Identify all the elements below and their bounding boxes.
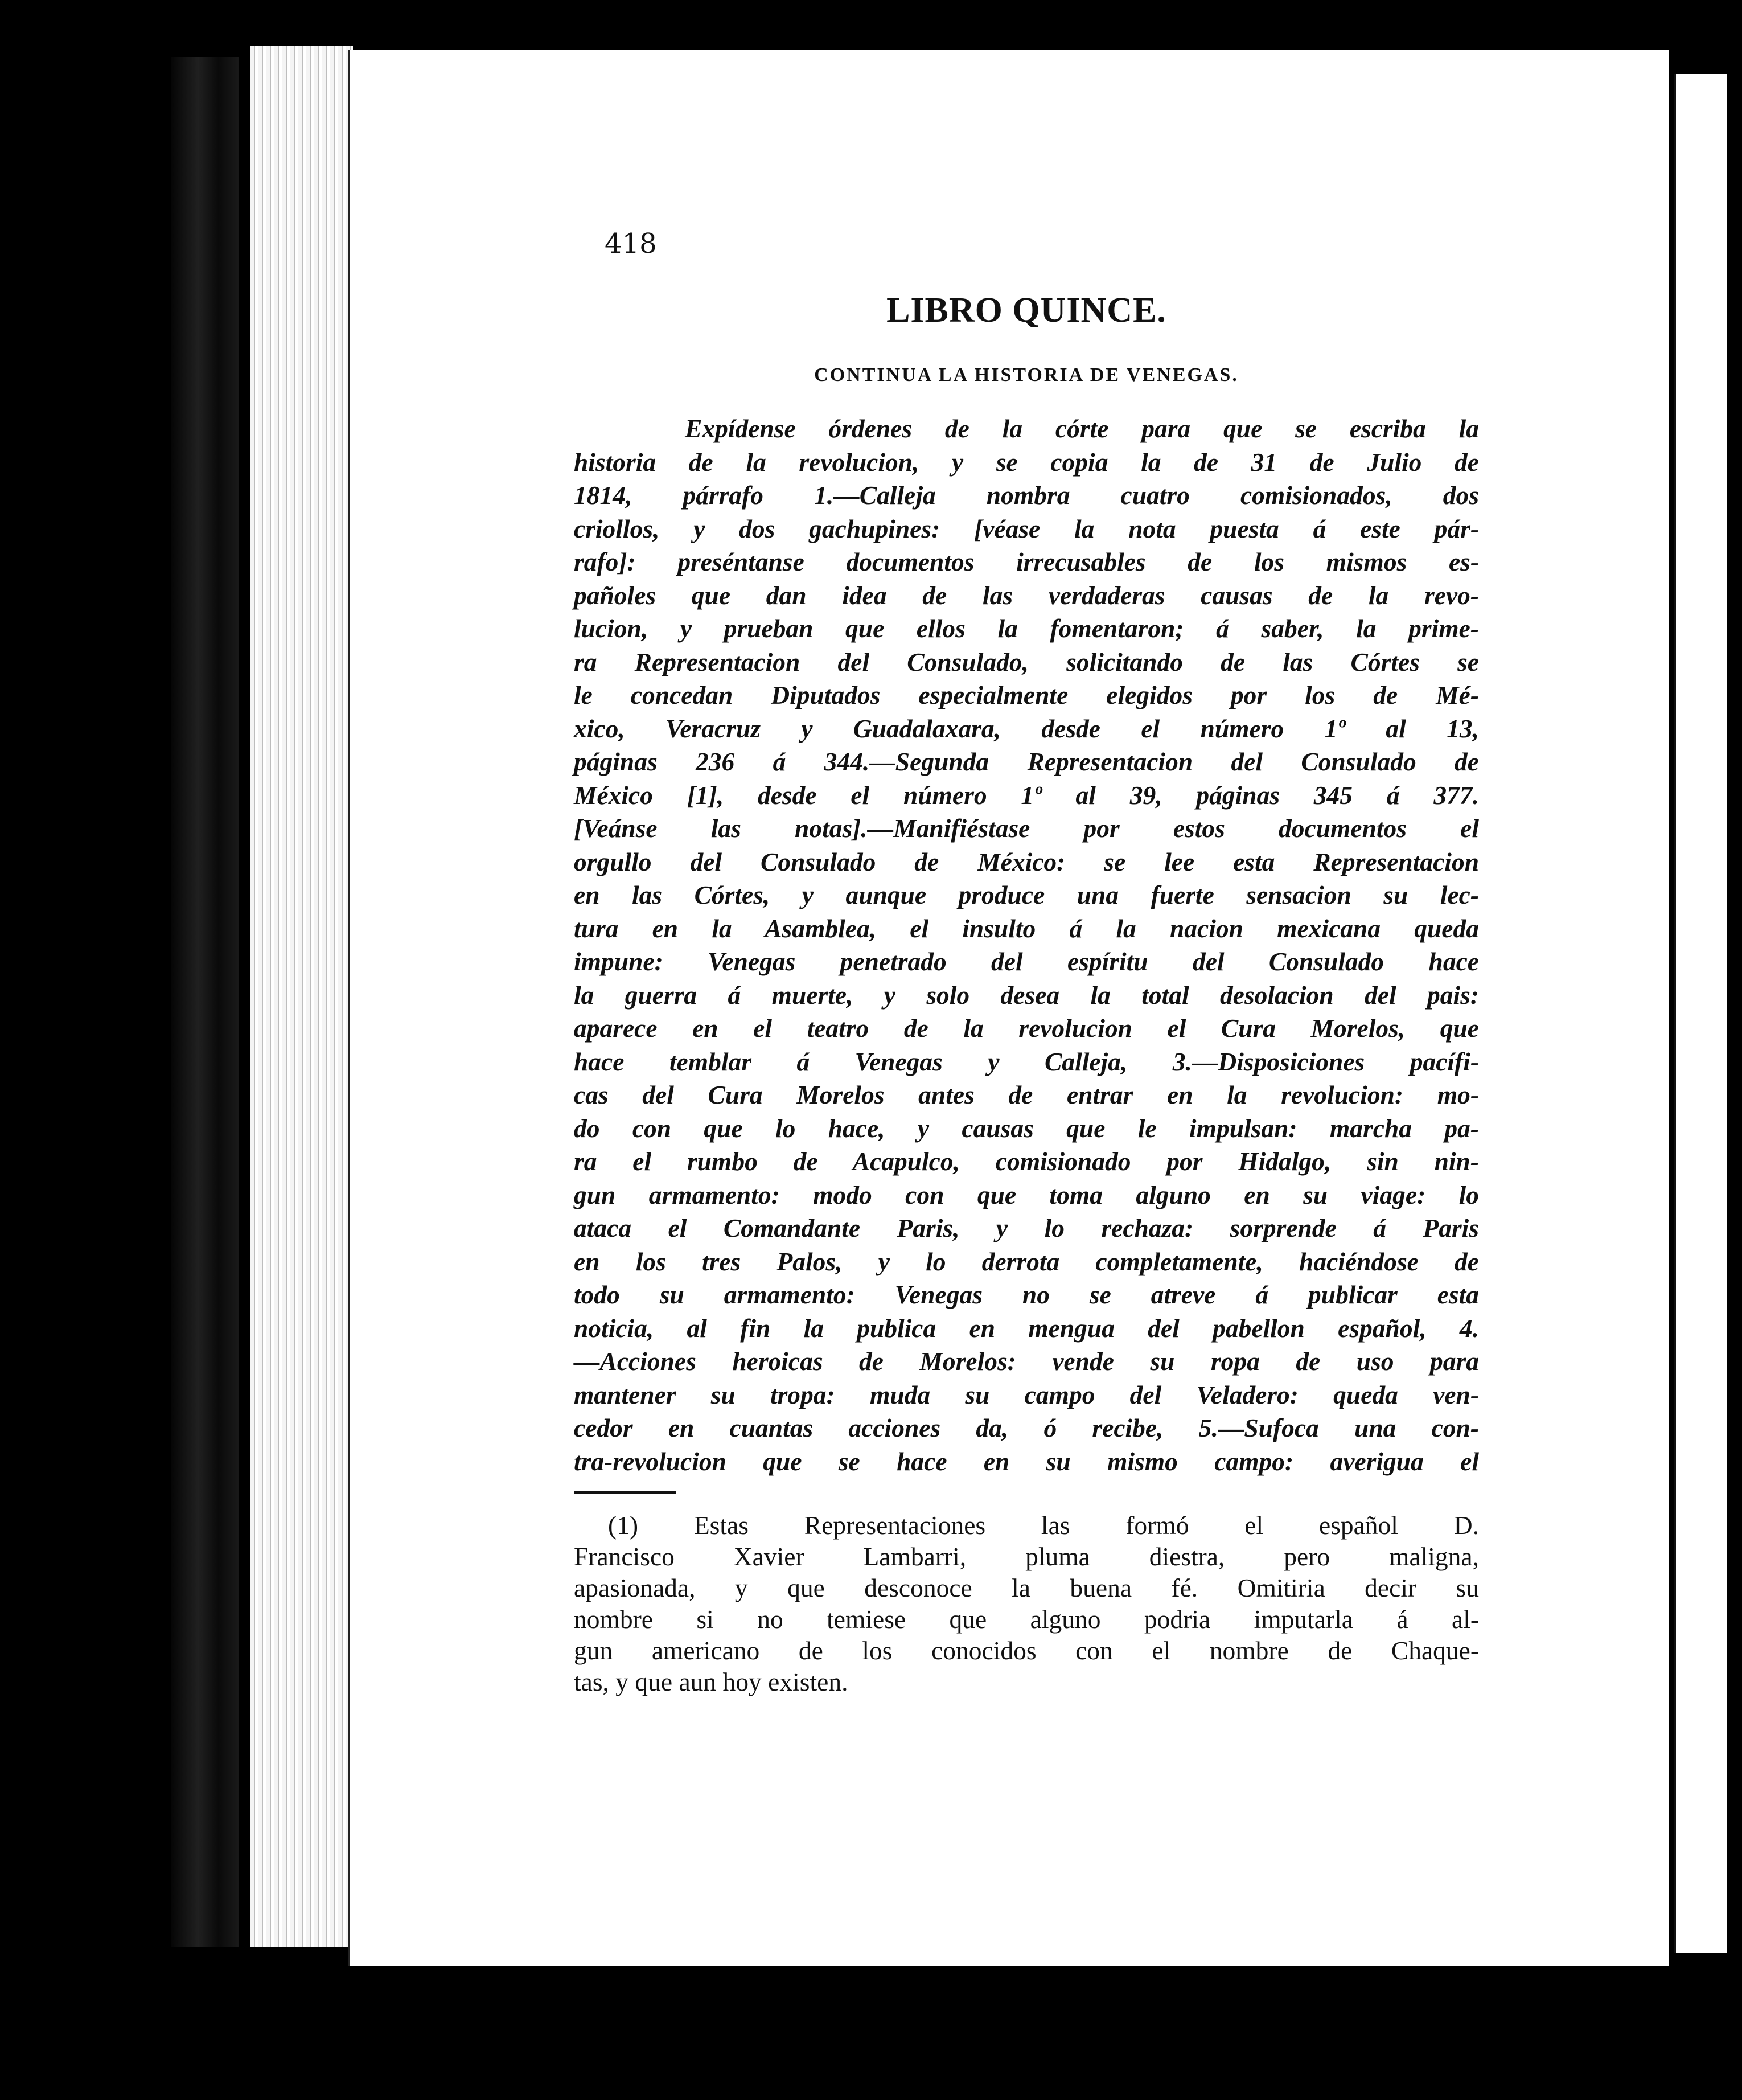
summary-line: en las Córtes, y aunque produce una fuerte sensacion su lec-: [574, 880, 1479, 909]
footnote-rule: [574, 1491, 676, 1494]
footnote-line: tas, y que aun hoy existen.: [574, 1667, 848, 1696]
summary-line: historia de la revolucion, y se copia la de 31 de Julio de: [574, 447, 1479, 477]
summary-line: xico, Veracruz y Guadalaxara, desde el número 1º al 13,: [574, 713, 1479, 743]
summary-line: aparece en el teatro de la revolucion el Cura Morelos, que: [574, 1014, 1479, 1043]
summary-line: orgullo del Consulado de México: se lee esta Representacion: [574, 847, 1479, 876]
summary-line: criollos, y dos gachupines: [véase la nota puesta á este pár-: [574, 514, 1479, 543]
summary-line: [Veánse las notas].—Manifiéstase por estos documentos el: [574, 814, 1479, 843]
summary-line: ra el rumbo de Acapulco, comisionado por Hidalgo, sin nin-: [574, 1147, 1479, 1176]
chapter-subtitle: CONTINUA LA HISTORIA DE VENEGAS.: [814, 364, 1239, 385]
summary-line: le concedan Diputados especialmente elegidos por los de Mé-: [574, 680, 1479, 709]
summary-line: todo su armamento: Venegas no se atreve á publicar esta: [574, 1280, 1479, 1309]
summary-line: do con que lo hace, y causas que le impulsan: marcha pa-: [574, 1113, 1479, 1143]
summary-line: ra Representacion del Consulado, solicitando de las Córtes se: [574, 647, 1479, 676]
summary-line: cas del Cura Morelos antes de entrar en la revolucion: mo-: [574, 1080, 1479, 1109]
summary-line: ataca el Comandante Paris, y lo rechaza: sorprende á Paris: [574, 1213, 1479, 1242]
summary-line: hace temblar á Venegas y Calleja, 3.—Disposiciones pacífi-: [574, 1047, 1479, 1076]
summary-line: tura en la Asamblea, el insulto á la nacion mexicana queda: [574, 913, 1479, 943]
summary-line: impune: Venegas penetrado del espíritu del Consulado hace: [574, 947, 1479, 976]
summary-line: rafo]: preséntanse documentos irrecusables de los mismos es-: [574, 547, 1479, 576]
summary-line: 1814, párrafo 1.—Calleja nombra cuatro comisionados, dos: [574, 481, 1479, 510]
chapter-summary: [574, 412, 1479, 1478]
summary-line: México [1], desde el número 1º al 39, páginas 345 á 377.: [574, 780, 1479, 810]
summary-line: pañoles que dan idea de las verdaderas causas de la revo-: [574, 580, 1479, 610]
summary-line: noticia, al fin la publica en mengua del pabellon español, 4.: [574, 1313, 1479, 1343]
page-number: 418: [605, 228, 657, 260]
footnote-line: gun americano de los conocidos con el nombre de Chaque-: [574, 1636, 1479, 1665]
summary-line: gun armamento: modo con que toma alguno en su viage: lo: [574, 1180, 1479, 1209]
page-edges: [250, 46, 353, 1947]
summary-line: mantener su tropa: muda su campo del Veladero: queda ven-: [574, 1380, 1479, 1409]
footnote-line: nombre si no temiese que alguno podria imputarla á al-: [574, 1605, 1479, 1634]
summary-line: lucion, y prueban que ellos la fomentaron; á saber, la prime-: [574, 614, 1479, 643]
summary-line: Expídense órdenes de la córte para que se escriba la: [685, 414, 1479, 443]
book-binding: [171, 57, 239, 1947]
summary-line: cedor en cuantas acciones da, ó recibe, 5.—Sufoca una con-: [574, 1413, 1479, 1442]
footnote: [574, 1510, 1479, 1697]
summary-line: tra-revolucion que se hace en su mismo campo: averigua el: [574, 1446, 1479, 1476]
chapter-title: LIBRO QUINCE.: [886, 291, 1166, 330]
summary-line: la guerra á muerte, y solo desea la total desolacion del pais:: [574, 980, 1479, 1010]
summary-line: en los tres Palos, y lo derrota completamente, haciéndose de: [574, 1246, 1479, 1276]
footnote-line: (1) Estas Representaciones las formó el español D.: [608, 1511, 1479, 1540]
footnote-line: Francisco Xavier Lambarri, pluma diestra, pero maligna,: [574, 1542, 1479, 1571]
facing-page-edge: [1674, 74, 1727, 1953]
footnote-line: apasionada, y que desconoce la buena fé. Omitiria decir su: [574, 1573, 1479, 1602]
page-text: [574, 285, 1479, 1697]
summary-line: —Acciones heroicas de Morelos: vende su ropa de uso para: [574, 1347, 1479, 1376]
summary-line: páginas 236 á 344.—Segunda Representacion del Consulado de: [574, 747, 1479, 776]
